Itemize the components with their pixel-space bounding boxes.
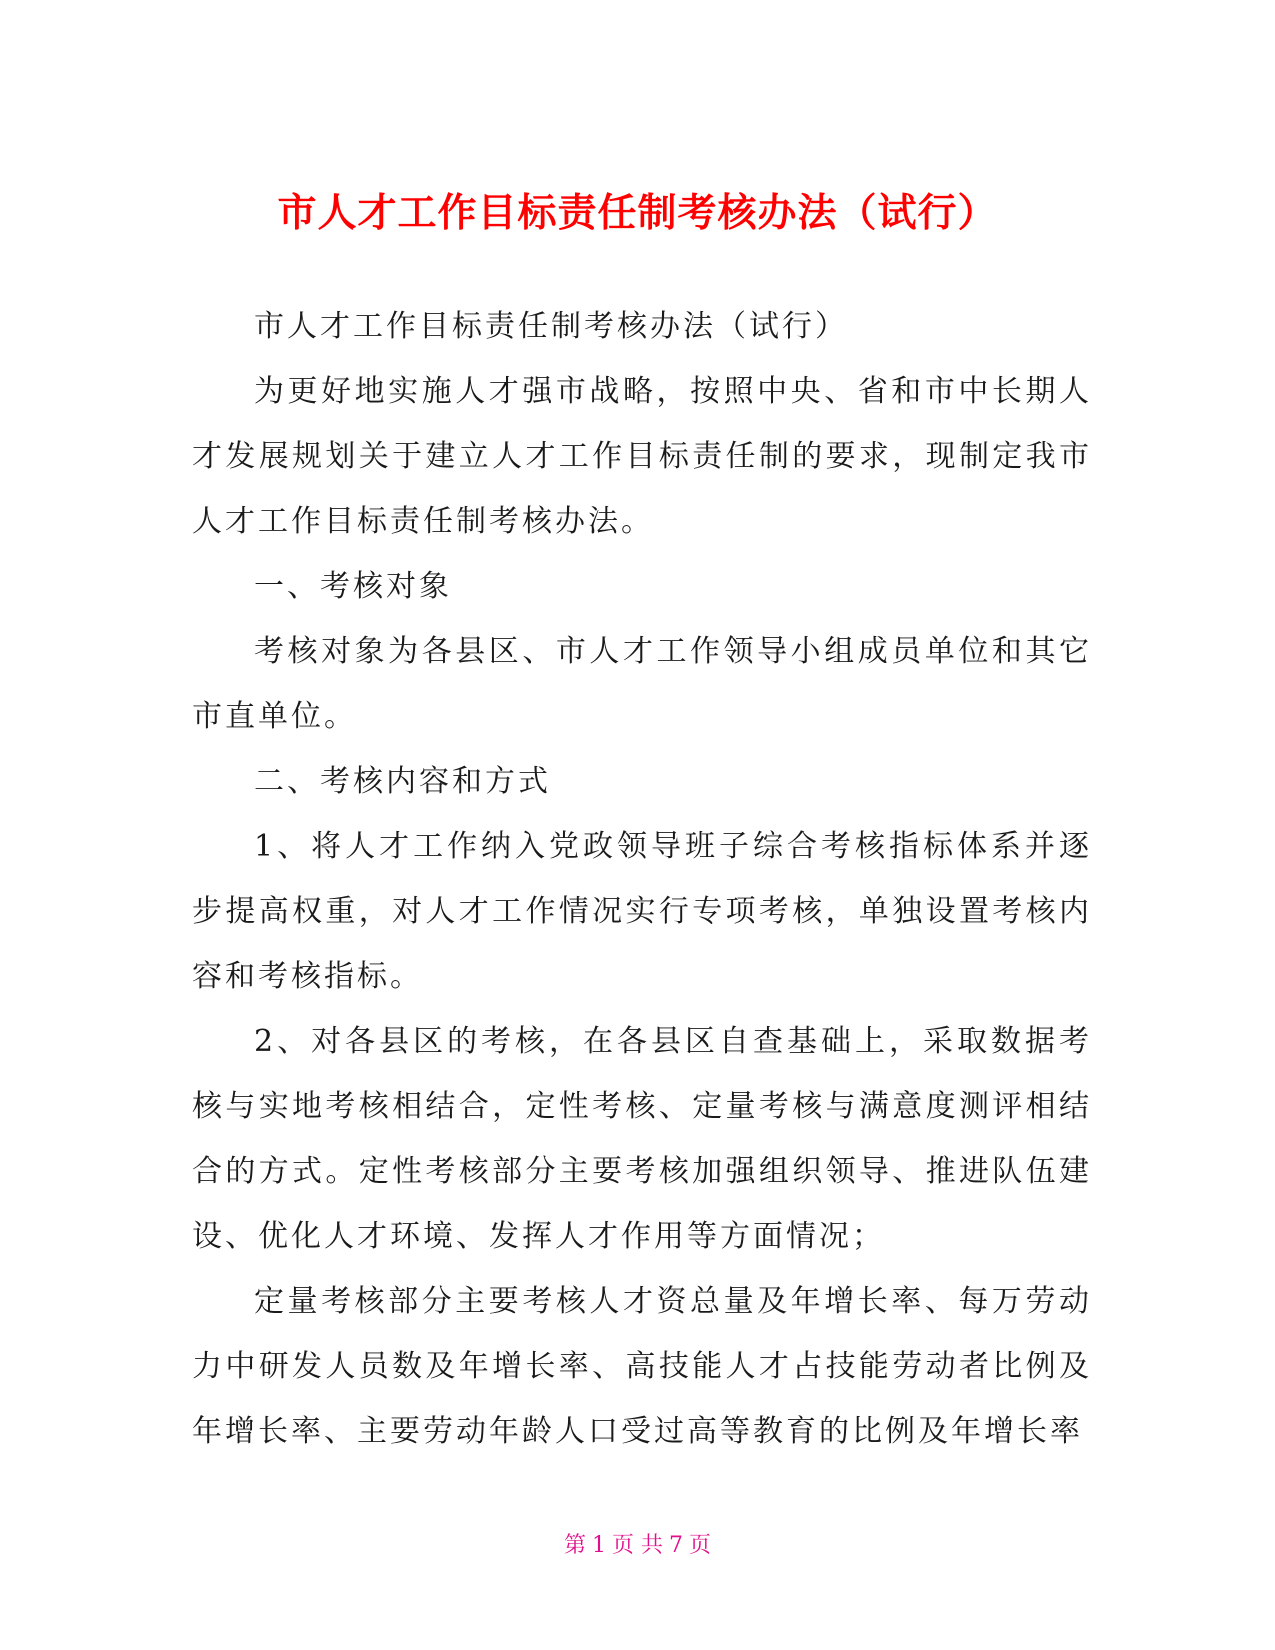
footer-total-pages: 7 xyxy=(669,1533,683,1558)
footer-prefix: 第 xyxy=(563,1533,586,1558)
footer-middle: 页 共 xyxy=(612,1533,663,1558)
paragraph-item-2: 2、对各县区的考核，在各县区自查基础上，采取数据考核与实地考核相结合，定性考核、定量考核与满意度测评相结合的方式。定性考核部分主要考核加强组织领导、推进队伍建设、优化人才环境、发挥人才作用等方面情况； xyxy=(192,1024,1092,1254)
document-title: 市人才工作目标责任制考核办法（试行） xyxy=(277,191,998,237)
footer-suffix: 页 xyxy=(689,1533,712,1558)
section-heading-objects: 一、考核对象 xyxy=(254,569,452,604)
paragraph-item-1: 1、将人才工作纳入党政领导班子综合考核指标体系并逐步提高权重，对人才工作情况实行专项考核，单独设置考核内容和考核指标。 xyxy=(192,829,1092,994)
page-footer xyxy=(0,1531,1275,1561)
paragraph-quantitative: 定量考核部分主要考核人才资总量及年增长率、每万劳动力中研发人员数及年增长率、高技能人才占技能劳动者比例及年增长率、主要劳动年龄人口受过高等教育的比例及年增长率 xyxy=(192,1284,1092,1449)
paragraph-objects: 考核对象为各县区、市人才工作领导小组成员单位和其它市直单位。 xyxy=(192,634,1092,734)
document-body xyxy=(192,294,1092,1464)
paragraph-intro: 为更好地实施人才强市战略，按照中央、省和市中长期人才发展规划关于建立人才工作目标责任制的要求，现制定我市人才工作目标责任制考核办法。 xyxy=(192,374,1092,539)
section-heading-content: 二、考核内容和方式 xyxy=(254,764,551,799)
paragraph-subtitle: 市人才工作目标责任制考核办法（试行） xyxy=(254,309,848,344)
footer-page-number: 1 xyxy=(592,1533,606,1558)
